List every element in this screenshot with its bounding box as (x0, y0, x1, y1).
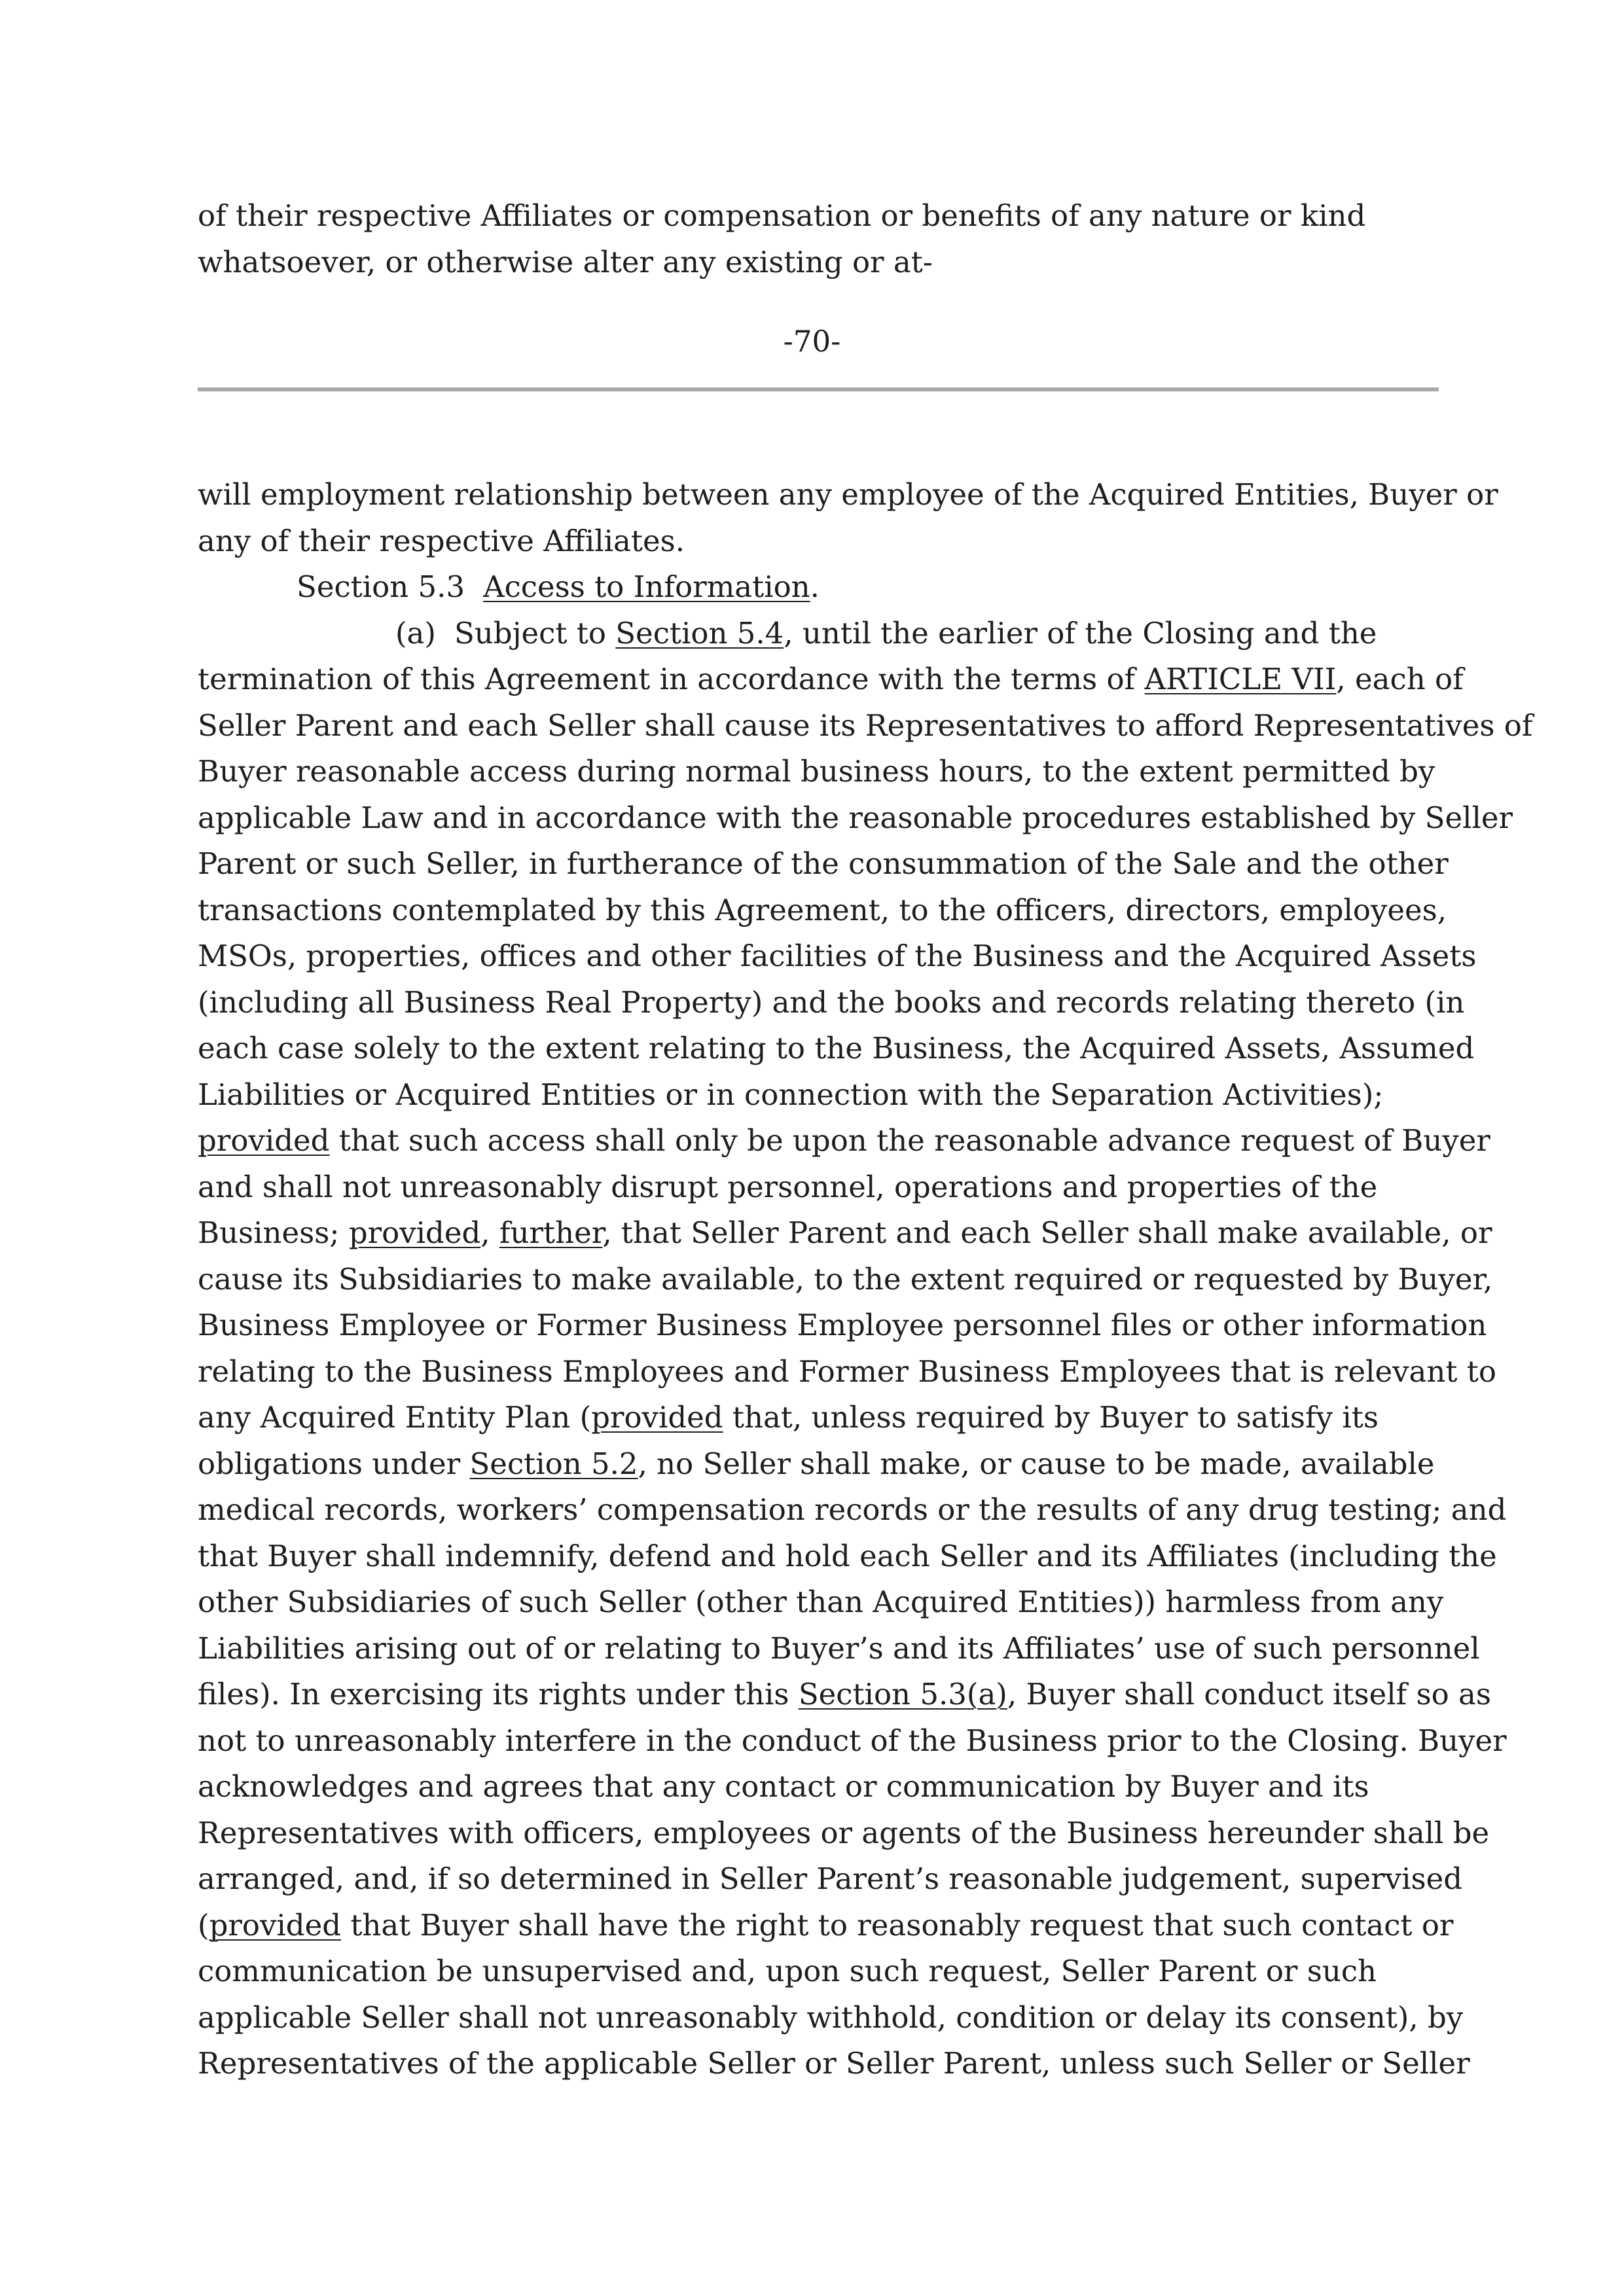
defined-term: provided (591, 1400, 723, 1435)
cross-reference: Section 5.2 (469, 1446, 638, 1481)
text-line: MSOs, properties, offices and other facilities of the Business and the Acquired Assets (198, 939, 1477, 973)
text-line: any of their respective Affiliates. (198, 523, 685, 558)
text-line: applicable Seller shall not unreasonably withhold, condition or delay its consent), by (198, 2000, 1464, 2035)
text-line: and shall not unreasonably disrupt personnel, operations and properties of the (198, 1169, 1378, 1204)
text-line: termination of this Agreement in accordance with the terms of ARTICLE VII, each of (198, 662, 1464, 696)
paragraph-label: (a) (395, 615, 436, 651)
cross-reference: ARTICLE VII (1144, 662, 1337, 696)
page-number: -70- (783, 324, 841, 359)
text-line: will employment relationship between any employee of the Acquired Entities, Buyer or (198, 477, 1498, 512)
text-line: Business Employee or Former Business Employee personnel files or other information (198, 1308, 1487, 1342)
text-line: whatsoever, or otherwise alter any existing or at- (198, 244, 933, 279)
text-line: that Buyer shall indemnify, defend and hold each Seller and its Affiliates (including the (198, 1538, 1497, 1573)
text-line: transactions contemplated by this Agreement, to the officers, directors, employees, (198, 892, 1447, 927)
text-line: relating to the Business Employees and Former Business Employees that is relevant to (198, 1354, 1496, 1389)
text-line: communication be unsupervised and, upon such request, Seller Parent or such (198, 1954, 1377, 1988)
defined-term: further (499, 1215, 603, 1250)
text-line: Seller Parent and each Seller shall cause its Representatives to afford Representatives of (198, 708, 1533, 743)
carryover-text-block (198, 193, 1441, 285)
text-line: other Subsidiaries of such Seller (other than Acquired Entities)) harmless from any (198, 1585, 1444, 1619)
section-heading: Section 5.3 Access to Information. (297, 569, 820, 604)
defined-term: provided (348, 1215, 481, 1250)
text-line: Business; provided, further, that Seller Parent and each Seller shall make available, or (198, 1215, 1492, 1250)
text-line: applicable Law and in accordance with the reasonable procedures established by Seller (198, 800, 1513, 835)
text-line: Buyer reasonable access during normal business hours, to the extent permitted by (198, 754, 1435, 789)
text-line: any Acquired Entity Plan (provided that, unless required by Buyer to satisfy its (198, 1400, 1379, 1435)
text-line: medical records, workers’ compensation records or the results of any drug testing; and (198, 1492, 1507, 1527)
paragraph-a-first-line: (a) Subject to Section 5.4, until the earlier of the Closing and the (395, 615, 1377, 651)
text-line: Liabilities arising out of or relating to Buyer’s and its Affiliates’ use of such personnel (198, 1630, 1480, 1666)
cross-reference: Section 5.3(a) (798, 1677, 1007, 1712)
section-title: Access to Information (483, 569, 810, 604)
text-line: each case solely to the extent relating to the Business, the Acquired Assets, Assumed (198, 1031, 1475, 1066)
text-line: arranged, and, if so determined in Seller Parent’s reasonable judgement, supervised (198, 1861, 1463, 1896)
text-line: Liabilities or Acquired Entities or in connection with the Separation Activities); (198, 1077, 1384, 1112)
defined-term: provided (209, 1907, 342, 1943)
text-line: Parent or such Seller, in furtherance of the consummation of the Sale and the other (198, 846, 1449, 881)
main-text-block (198, 472, 1533, 2087)
defined-term: provided (198, 1123, 330, 1158)
text-line: of their respective Affiliates or compensation or benefits of any nature or kind (198, 198, 1366, 233)
text-line: obligations under Section 5.2, no Seller shall make, or cause to be made, available (198, 1446, 1435, 1481)
text-line: acknowledges and agrees that any contact or communication by Buyer and its (198, 1769, 1369, 1804)
text-line: Representatives with officers, employees or agents of the Business hereunder shall be (198, 1815, 1490, 1850)
text-line: Representatives of the applicable Seller or Seller Parent, unless such Seller or Seller (198, 2046, 1470, 2081)
text-line: not to unreasonably interfere in the conduct of the Business prior to the Closing. Buyer (198, 1723, 1507, 1758)
text-line: provided that such access shall only be upon the reasonable advance request of Buyer (198, 1123, 1490, 1158)
section-number: Section 5.3 (297, 569, 465, 604)
text-line: files). In exercising its rights under this Section 5.3(a), Buyer shall conduct itself so as (198, 1677, 1491, 1712)
text-line: (including all Business Real Property) and the books and records relating thereto (in (198, 984, 1465, 1020)
cross-reference: Section 5.4 (615, 615, 784, 651)
text-line: (provided that Buyer shall have the right to reasonably request that such contact or (198, 1907, 1454, 1943)
page-break-divider (198, 387, 1439, 391)
text-line: cause its Subsidiaries to make available, to the extent required or requested by Buyer, (198, 1261, 1493, 1297)
